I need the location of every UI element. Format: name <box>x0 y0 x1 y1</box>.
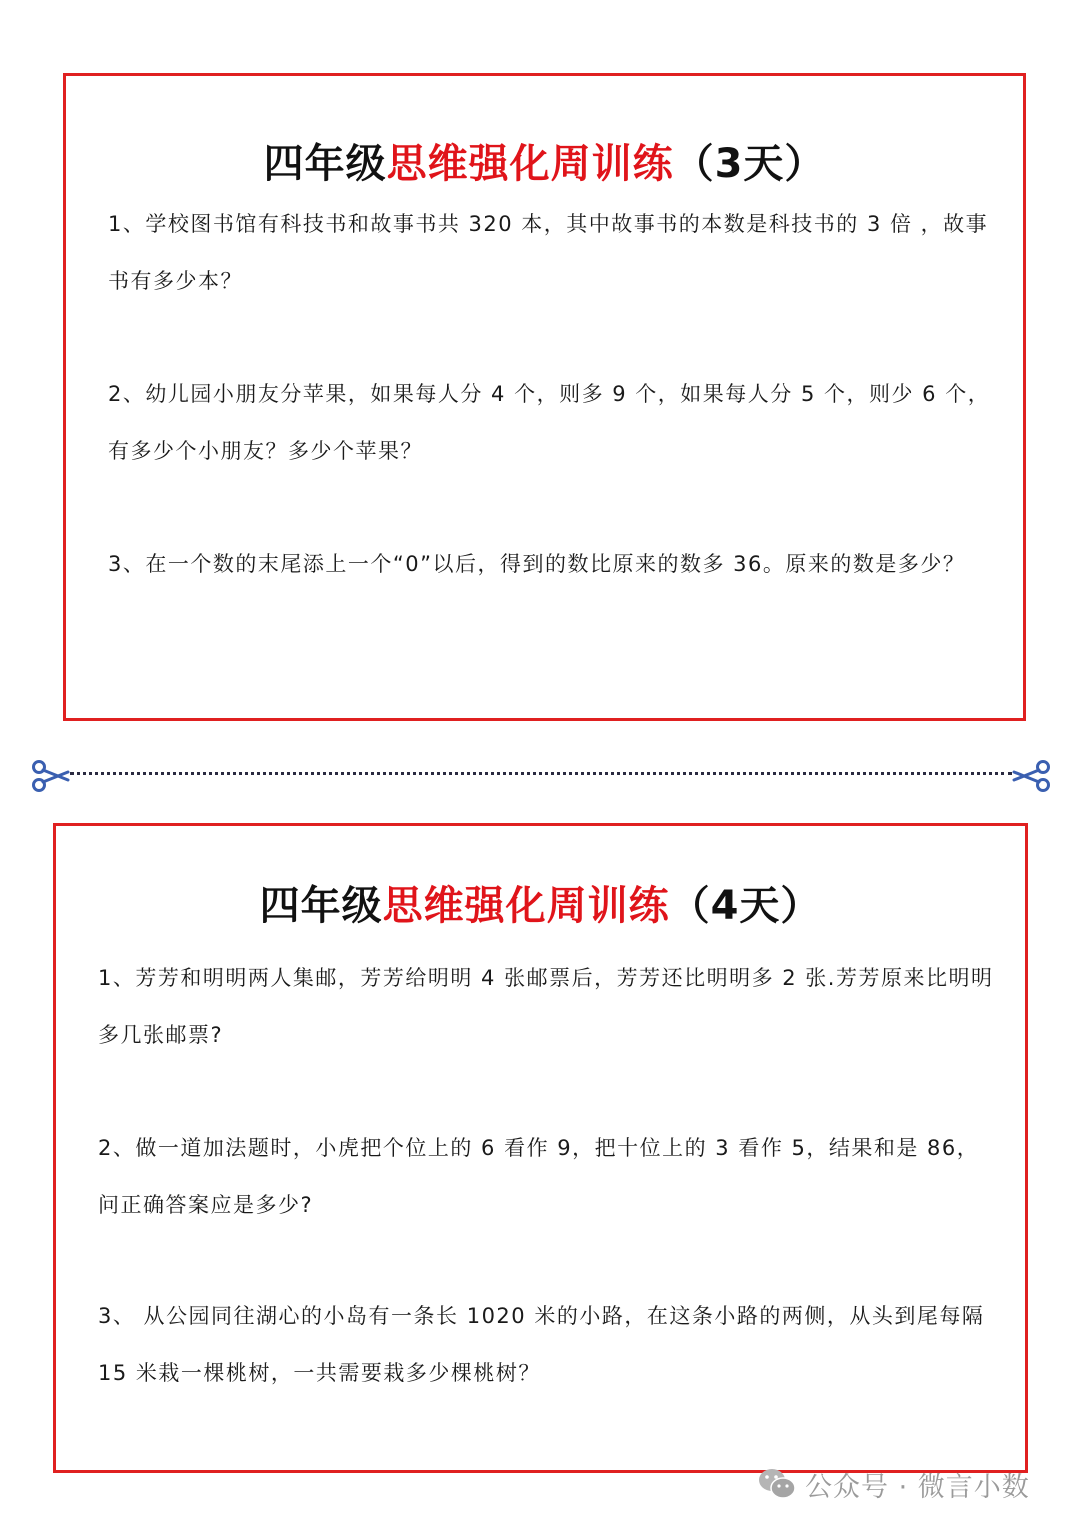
title-day: （4天） <box>669 883 822 929</box>
exercise-card-day3 <box>63 73 1026 721</box>
question-1: 1、学校图书馆有科技书和故事书共 320 本，其中故事书的本数是科技书的 3 倍 ，故事书有多少本？ <box>108 212 989 293</box>
watermark <box>757 1464 1030 1504</box>
watermark-text: 公众号 · 微言小数 <box>805 1471 1030 1503</box>
title-topic: 思维强化周训练 <box>382 883 670 929</box>
question-1: 1、芳芳和明明两人集邮，芳芳给明明 4 张邮票后，芳芳还比明明多 2 张.芳芳原来比明明多几张邮票? <box>98 966 994 1047</box>
wechat-icon <box>757 1466 797 1502</box>
title-grade: 四年级 <box>263 141 387 187</box>
exercise-card-day4 <box>53 823 1028 1473</box>
question-2: 2、幼儿园小朋友分苹果，如果每人分 4 个，则多 9 个，如果每人分 5 个，则少 6 个，有多少个小朋友？多少个苹果？ <box>108 382 991 463</box>
question-2: 2、做一道加法题时，小虎把个位上的 6 看作 9，把十位上的 3 看作 5，结果和是 86，问正确答案应是多少? <box>98 1136 980 1217</box>
dotted-line <box>70 772 1012 775</box>
cut-line <box>30 756 1052 796</box>
title-day: （3天） <box>673 141 826 187</box>
title-grade: 四年级 <box>259 883 383 929</box>
scissors-icon <box>1012 758 1052 794</box>
card-title <box>56 874 1025 931</box>
title-topic: 思维强化周训练 <box>386 141 674 187</box>
question-3: 3、在一个数的末尾添上一个“0”以后，得到的数比原来的数多 36。原来的数是多少？ <box>108 552 966 576</box>
question-3: 3、 从公园同往湖心的小岛有一条长 1020 米的小路，在这条小路的两侧，从头到尾每隔 15 米栽一棵桃树，一共需要栽多少棵桃树？ <box>98 1304 985 1385</box>
scissors-icon <box>30 758 70 794</box>
card-title <box>66 132 1023 189</box>
